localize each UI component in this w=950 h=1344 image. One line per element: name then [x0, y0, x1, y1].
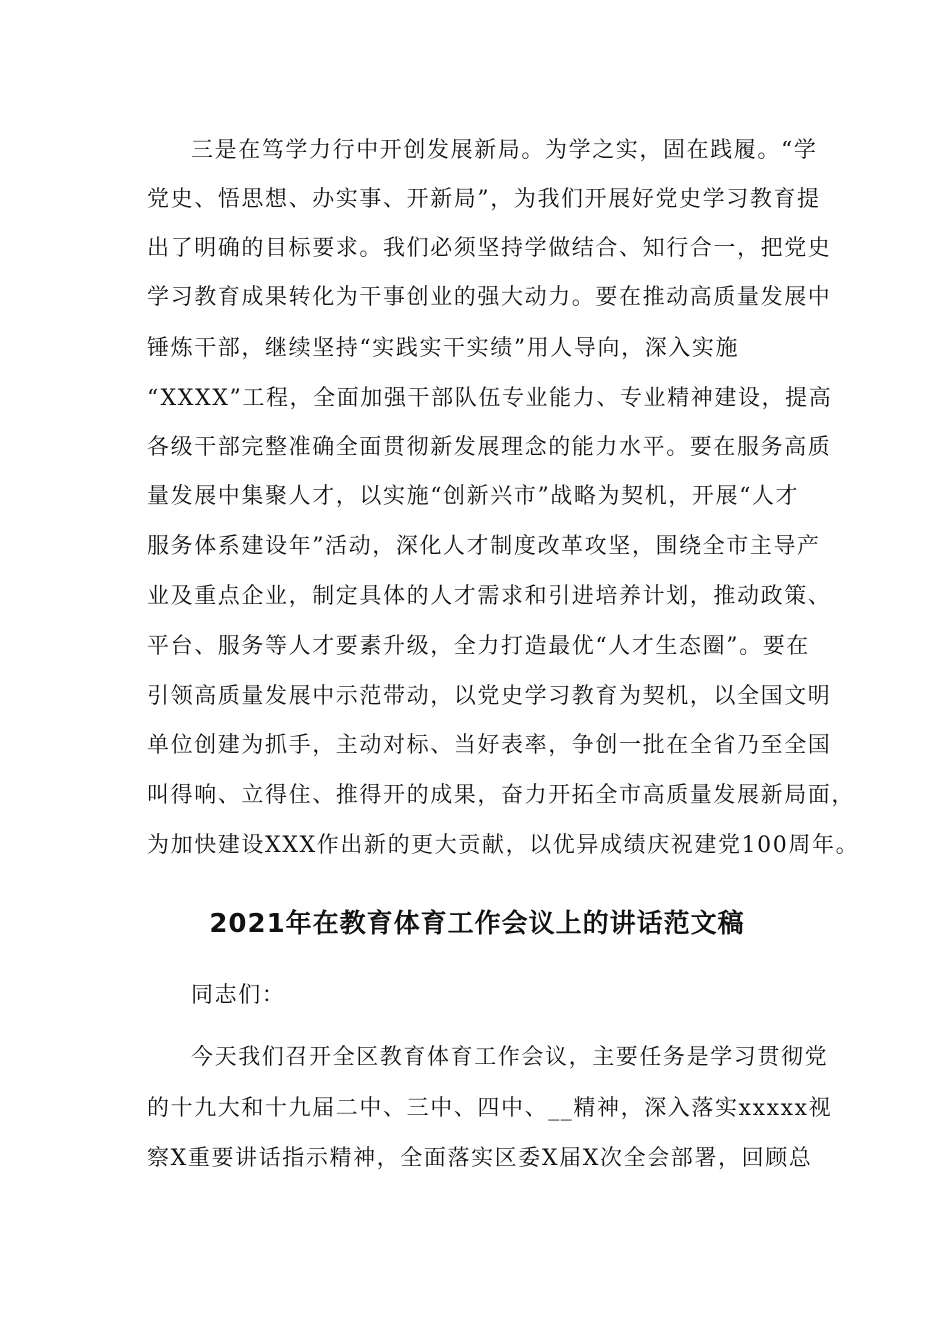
paragraph-line: 三是在笃学力行中开创发展新局。为学之实，固在践履。“学: [191, 138, 818, 163]
paragraph-line: 出了明确的目标要求。我们必须坚持学做结合、知行合一，把党史: [147, 236, 832, 261]
paragraph-line: 叫得响、立得住、推得开的成果，奋力开拓全市高质量发展新局面，: [147, 783, 856, 808]
paragraph-line: 察X重要讲话指示精神，全面落实区委X届X次全会部署，回顾总: [147, 1146, 813, 1171]
paragraph-line: 的十九大和十九届二中、三中、四中、__精神，深入落实xxxxx视: [147, 1096, 833, 1121]
paragraph-line: “XXXX”工程，全面加强干部队伍专业能力、专业精神建设，提高: [147, 386, 833, 411]
paragraph-line: 单位创建为抓手，主动对标、当好表率，争创一批在全省乃至全国: [147, 733, 832, 758]
paragraph-line: 为加快建设XXX作出新的更大贡献，以优异成绩庆祝建党100周年。: [147, 833, 860, 858]
paragraph-line: 今天我们召开全区教育体育工作会议，主要任务是学习贯彻党: [191, 1045, 829, 1070]
paragraph-line: 业及重点企业，制定具体的人才需求和引进培养计划，推动政策、: [147, 584, 832, 609]
paragraph-line: 服务体系建设年”活动，深化人才制度改革攻坚，围绕全市主导产: [147, 534, 821, 559]
paragraph-line: 学习教育成果转化为干事创业的强大动力。要在推动高质量发展中: [147, 285, 832, 310]
paragraph-line: 党史、悟思想、办实事、开新局”，为我们开展好党史学习教育提: [147, 187, 821, 212]
paragraph-line: 量发展中集聚人才，以实施“创新兴市”战略为契机，开展“人才: [147, 484, 800, 509]
document-title: 2021年在教育体育工作会议上的讲话范文稿: [209, 909, 745, 939]
paragraph-line: 平台、服务等人才要素升级，全力打造最优“人才生态圈”。要在: [147, 634, 810, 659]
paragraph-line: 各级干部完整准确全面贯彻新发展理念的能力水平。要在服务高质: [147, 435, 832, 460]
paragraph-line: 锤炼干部，继续坚持“实践实干实绩”用人导向，深入实施: [147, 336, 740, 361]
salutation: 同志们：: [191, 983, 286, 1008]
paragraph-line: 引领高质量发展中示范带动，以党史学习教育为契机，以全国文明: [147, 684, 832, 709]
